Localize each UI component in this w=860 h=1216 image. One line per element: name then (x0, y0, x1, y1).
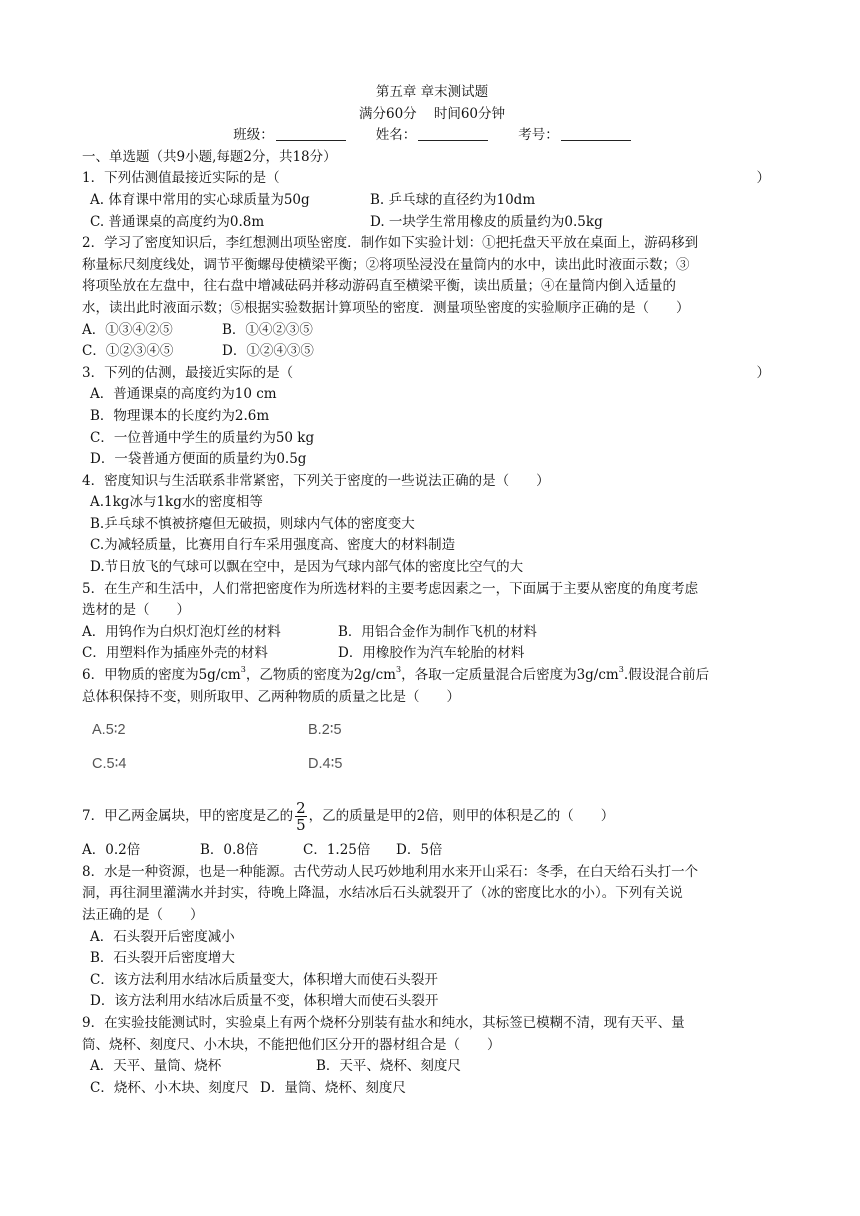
fraction-denominator: 5 (296, 816, 306, 835)
q3-char: 下 (104, 364, 118, 381)
q1-char: 下 (104, 170, 118, 187)
option-c: C.为减轻质量，比赛用自行车采用强度高、密度大的材料制造 (90, 537, 456, 554)
option-b: B.2∶5 (308, 722, 342, 739)
q3-char: 际 (239, 364, 253, 381)
q5-options-row-2 (82, 643, 782, 665)
option-a: A．石头裂开后密度减小 (90, 928, 235, 945)
student-info-row (82, 125, 782, 147)
option-a: A.5∶2 (92, 722, 126, 739)
name-blank (418, 126, 488, 141)
question-2-line: 将项坠放在左盘中，往右盘中增减砝码并移动游码直至横梁平衡，读出质量；④在量筒内倒入适量的 (82, 278, 676, 295)
option-c: C.5∶4 (92, 756, 127, 773)
class-field (233, 125, 346, 147)
q1-char: 最 (171, 170, 186, 187)
option-d: D．一袋普通方便面的质量约为0.5g (90, 451, 307, 468)
option-d: D．①②④③⑤ (222, 343, 314, 360)
q6-options-image (82, 716, 782, 786)
q6-superscript: 3 (618, 665, 624, 675)
option-a: A.1kg冰与1kg水的密度相等 (90, 494, 263, 511)
q5-options-row-1 (82, 622, 782, 644)
q1-char: 是 (252, 170, 267, 187)
q9-options-row-2 (82, 1078, 782, 1100)
option-b: B. 乒乓球的直径约为10dm (370, 191, 536, 208)
option-d: D.4∶5 (308, 756, 343, 773)
option-c: C．该方法利用水结冰后质量变大，体积增大而使石头裂开 (90, 971, 438, 988)
q2-options-row-2 (82, 341, 782, 363)
q7-options-row (82, 840, 782, 862)
q6-superscript: 3 (240, 665, 246, 675)
q1-char: ． (90, 170, 105, 187)
q3-char: ， (171, 364, 186, 381)
exam-number-field (518, 125, 631, 147)
option-d: D.节日放飞的气球可以飘在空中，是因为气球内部气体的密度比空气的大 (90, 559, 524, 576)
question-5-line: 5．在生产和生活中，人们常把密度作为所选材料的主要考虑因素之一，下面属于主要从密度的角度考虑 (82, 580, 699, 597)
q3-char: 最 (185, 364, 199, 381)
option-c: C．用塑料作为插座外壳的材料 (82, 645, 268, 662)
q9-options-row-1 (82, 1056, 782, 1078)
q3-char: 接 (198, 364, 213, 381)
q3-char: 列 (117, 364, 132, 381)
option-b: B．用铝合金作为制作飞机的材料 (338, 623, 537, 640)
name-label: 姓名： (375, 127, 417, 144)
question-9-line: 9．在实验技能测试时，实验桌上有两个烧杯分别装有盐水和纯水，其标签已模糊不清，现有天平、量 (82, 1014, 685, 1031)
q3-char: 3 (82, 364, 91, 381)
q1-char: 际 (225, 170, 240, 187)
option-b: B．①④②③⑤ (222, 321, 313, 338)
q6-text: 6．甲物质的密度为5g/cm (82, 667, 241, 684)
q3-char: 的 (252, 364, 267, 381)
q6-text: ，各取一定质量混合后密度为3g/cm (401, 667, 619, 684)
exam-number-blank (561, 126, 631, 141)
exam-number-label: 考号： (518, 127, 559, 144)
q3-char: ． (90, 364, 105, 381)
q3-char: ） (756, 364, 770, 381)
name-field (376, 125, 489, 147)
option-a: A. 体育课中常用的实心球质量为50g (90, 191, 310, 208)
q1-char: 值 (158, 170, 172, 187)
q6-text: ，乙物质的密度为2g/cm (245, 667, 396, 684)
question-2-line: 2．学习了密度知识后，李红想测出项坠密度．制作如下实验计划：①把托盘天平放在桌面上，游码移到 (82, 235, 699, 252)
q1-char: ） (756, 170, 770, 187)
option-c: C．一位普通中学生的质量约为50 kg (90, 429, 315, 446)
q1-options-row-1 (82, 190, 782, 212)
option-a: A．普通课桌的高度约为10 cm (90, 386, 277, 403)
q6-superscript: 3 (395, 665, 402, 675)
option-d: D．该方法利用水结冰后质量不变，体积增大而使石头裂开 (90, 993, 439, 1010)
question-8-line: 8．水是一种资源，也是一种能源。古代劳动人民巧妙地利用水来开山采石：冬季，在白天给石头打一个 (82, 863, 699, 880)
exam-title: 第五章 章末测试题 (375, 84, 489, 100)
option-d: D．5倍 (396, 842, 443, 859)
option-a: A．天平、量筒、烧杯 (90, 1058, 222, 1075)
question-3-stem (82, 363, 782, 385)
q2-options-row-1 (82, 320, 782, 342)
question-9-line: 筒、烧杯、刻度尺、小木块，不能把他们区分开的器材组合是（ ） (82, 1036, 501, 1053)
q1-char: 1 (82, 170, 91, 187)
q1-answer-space (280, 168, 757, 190)
question-6-line-2: 总体积保持不变，则所取甲、乙两种物质的质量之比是（ ） (82, 688, 460, 705)
exam-page (82, 82, 782, 1099)
option-c: C．①②③④⑤ (82, 343, 174, 360)
option-b: B．天平、烧杯、刻度尺 (316, 1058, 461, 1075)
question-6-line-1 (82, 665, 782, 687)
option-a: A．0.2倍 (82, 842, 141, 859)
option-b: B．0.8倍 (200, 842, 259, 859)
option-b: B．物理课本的长度约为2.6m (90, 407, 270, 424)
fraction-two-fifths (295, 800, 307, 833)
q3-char: （ (279, 364, 294, 381)
option-d: D. 一块学生常用橡皮的质量约为0.5kg (370, 213, 603, 230)
q1-char: 估 (131, 170, 145, 187)
question-2-line: 称量标尺刻度线处，调节平衡螺母使横梁平衡；②将项坠浸没在量筒内的水中，读出此时液面示数；③ (82, 256, 690, 273)
q1-options-row-2 (82, 212, 782, 234)
question-7-stem (82, 792, 782, 840)
q1-char: 近 (198, 170, 213, 187)
q3-char: 近 (212, 364, 226, 381)
class-label: 班级： (233, 127, 274, 144)
q3-char: 的 (131, 364, 145, 381)
q1-char: （ (266, 170, 280, 187)
q7-text: ，乙的质量是甲的2倍，则甲的体积是乙的（ ） (308, 808, 615, 825)
q3-answer-space (293, 363, 756, 385)
q3-char: 估 (144, 364, 159, 381)
fraction-numerator: 2 (296, 799, 306, 818)
q1-char: 测 (144, 170, 159, 187)
option-b: B．石头裂开后密度增大 (90, 950, 235, 967)
q1-char: 列 (117, 170, 132, 187)
question-4-stem: 4．密度知识与生活联系非常紧密，下列关于密度的一些说法正确的是（ ） (82, 472, 550, 489)
question-2-line: 水，读出此时液面示数；⑤根据实验数据计算项坠的密度．测量项坠密度的实验顺序正确的是（ ） (82, 299, 690, 316)
option-c: C．烧杯、小木块、刻度尺 (90, 1079, 249, 1096)
option-d: D．量筒、烧杯、刻度尺 (260, 1079, 406, 1096)
option-c: C．1.25倍 (303, 842, 371, 859)
exam-subtitle: 满分60分 时间60分钟 (358, 105, 506, 122)
question-5-line: 选材的是（ ） (82, 602, 190, 619)
section-heading: 一、单选题（共9小题,每题2分，共18分） (82, 148, 337, 165)
question-1-stem (82, 168, 782, 190)
question-8-line: 法正确的是（ ） (82, 907, 204, 923)
q3-char: 是 (266, 364, 280, 381)
q3-char: 测 (158, 364, 172, 381)
option-a: A．用钨作为白炽灯泡灯丝的材料 (82, 623, 281, 640)
option-b: B.乒乓球不慎被挤瘪但无破损，则球内气体的密度变大 (90, 515, 415, 532)
q7-text: 7．甲乙两金属块，甲的密度是乙的 (82, 808, 294, 825)
q1-char: 的 (239, 170, 253, 187)
class-blank (276, 126, 346, 141)
option-a: A．①③④②⑤ (82, 321, 173, 338)
q3-char: 实 (225, 364, 240, 381)
q1-char: 实 (212, 170, 226, 187)
option-d: D．用橡胶作为汽车轮胎的材料 (338, 645, 525, 662)
question-8-line: 洞，再往洞里灌满水并封实，待晚上降温，水结冰后石头就裂开了（冰的密度比水的小）。下列有关说 (82, 885, 683, 902)
q1-char: 接 (185, 170, 199, 187)
q6-text: .假设混合前后 (623, 667, 710, 684)
option-c: C. 普通课桌的高度约为0.8m (90, 213, 265, 230)
